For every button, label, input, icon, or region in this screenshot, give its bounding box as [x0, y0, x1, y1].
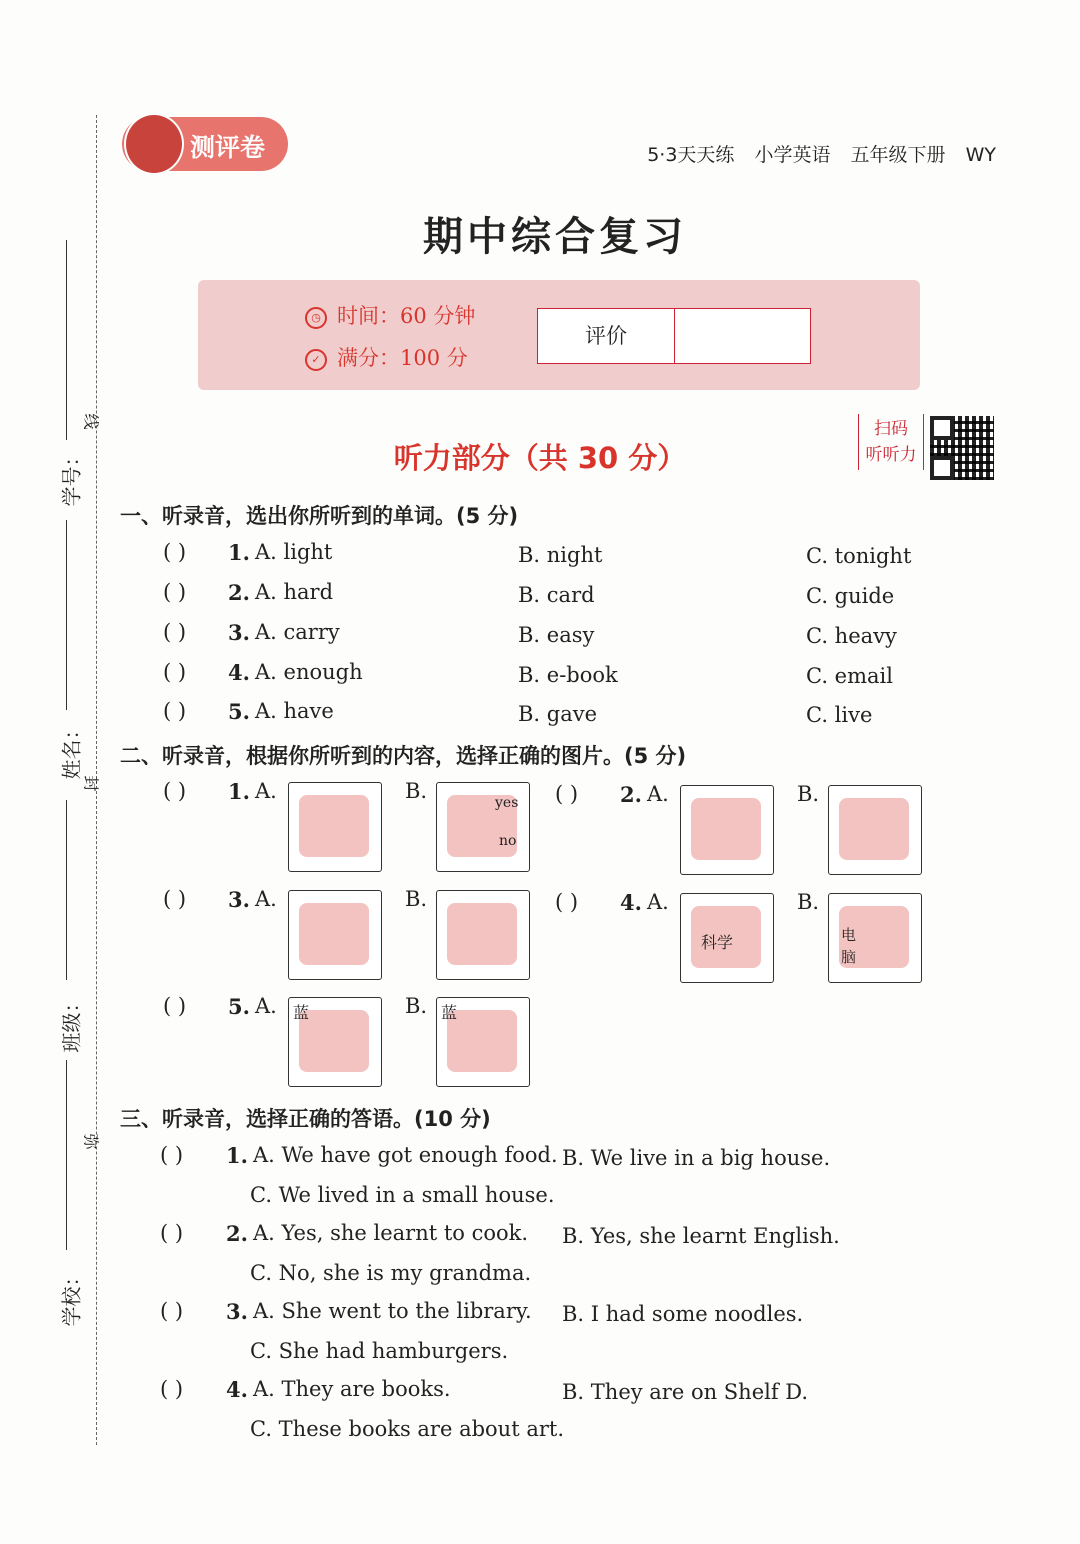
option-b[interactable]: B. Yes, she learnt English. [562, 1224, 840, 1248]
option-a[interactable]: A. enough [255, 660, 363, 684]
option-a-picture[interactable] [680, 785, 774, 875]
option-c[interactable]: C. guide [806, 584, 895, 608]
question-number: 1. [226, 1143, 248, 1168]
option-a-label: A. [255, 779, 277, 803]
answer-paren[interactable]: ( ) [163, 580, 187, 604]
answer-paren[interactable]: ( ) [160, 1299, 184, 1323]
score-info [305, 342, 468, 372]
color-tag: 蓝 [441, 1003, 458, 1022]
option-a[interactable]: A. have [255, 699, 334, 723]
question-number: 3. [228, 887, 250, 912]
picture-illustration [691, 798, 761, 860]
evaluation-label: 评价 [538, 309, 675, 363]
qr-caption [858, 414, 924, 470]
yes-text: yes [495, 795, 519, 811]
answer-paren[interactable]: ( ) [555, 782, 579, 806]
option-a[interactable]: A. carry [255, 620, 340, 644]
seal-mark-close: 弥 [81, 1133, 101, 1150]
answer-paren[interactable]: ( ) [163, 779, 187, 803]
question-number: 1. [228, 540, 250, 565]
option-a-label: A. [255, 887, 277, 911]
answer-paren[interactable]: ( ) [163, 887, 187, 911]
qr-caption-line2: 听听力 [865, 445, 917, 465]
answer-paren[interactable]: ( ) [163, 540, 187, 564]
question-number: 4. [620, 890, 642, 915]
option-a[interactable]: A. We have got enough food. [253, 1143, 558, 1167]
option-c[interactable]: C. heavy [806, 624, 897, 648]
edition-name: WY [965, 144, 996, 166]
answer-paren[interactable]: ( ) [160, 1221, 184, 1245]
option-a[interactable]: A. Yes, she learnt to cook. [253, 1221, 529, 1245]
book-title-computer: 电脑 [841, 926, 857, 966]
time-info [305, 300, 475, 330]
answer-paren[interactable]: ( ) [160, 1143, 184, 1167]
option-b[interactable]: B. night [518, 543, 603, 567]
option-a[interactable]: A. light [255, 540, 333, 564]
question-number: 4. [228, 660, 250, 685]
question-number: 4. [226, 1377, 248, 1402]
question-number: 2. [620, 782, 642, 807]
score-text: 满分：100 分 [337, 346, 468, 370]
seal-mark-line: 线 [81, 413, 101, 430]
answer-paren[interactable]: ( ) [163, 660, 187, 684]
class-label: 班级： [59, 992, 84, 1053]
option-a[interactable]: A. They are books. [253, 1377, 451, 1401]
qr-caption-line1: 扫码 [874, 419, 908, 439]
subject-name: 小学英语 [754, 144, 831, 166]
book-title-science: 科学 [701, 933, 734, 952]
class-field[interactable] [66, 800, 67, 980]
question-number: 3. [228, 620, 250, 645]
option-b-label: B. [797, 782, 820, 806]
no-text: no [499, 833, 517, 849]
school-label: 学校： [59, 1266, 84, 1327]
seal-mark-seal: 封 [81, 775, 101, 792]
option-c[interactable]: C. No, she is my grandma. [250, 1261, 532, 1285]
option-c[interactable]: C. These books are about art. [250, 1417, 564, 1441]
option-a-label: A. [647, 782, 669, 806]
option-b[interactable]: B. easy [518, 623, 595, 647]
name-field[interactable] [66, 520, 67, 710]
answer-paren[interactable]: ( ) [163, 699, 187, 723]
option-b-label: B. [405, 887, 428, 911]
option-a-picture[interactable] [288, 890, 382, 980]
picture-illustration [839, 798, 909, 860]
question-number: 5. [228, 699, 250, 724]
option-b-picture[interactable] [436, 890, 530, 980]
picture-illustration [299, 1010, 369, 1072]
series-name: 5·3天天练 [647, 144, 735, 166]
answer-paren[interactable]: ( ) [163, 620, 187, 644]
badge-label: 测评卷 [190, 133, 266, 162]
answer-paren[interactable]: ( ) [163, 994, 187, 1018]
option-b[interactable]: B. gave [518, 702, 598, 726]
option-a-picture[interactable] [680, 893, 774, 983]
question-number: 2. [228, 580, 250, 605]
picture-illustration [447, 1010, 517, 1072]
school-field[interactable] [66, 1060, 67, 1250]
question-number: 5. [228, 994, 250, 1019]
picture-illustration [299, 903, 369, 965]
option-b[interactable]: B. We live in a big house. [562, 1146, 831, 1170]
answer-paren[interactable]: ( ) [160, 1377, 184, 1401]
qr-code-icon[interactable] [930, 416, 994, 480]
option-c[interactable]: C. tonight [806, 544, 912, 568]
option-c[interactable]: C. We lived in a small house. [250, 1183, 555, 1207]
name-label: 姓名： [59, 719, 84, 780]
option-a-picture[interactable] [288, 782, 382, 872]
clock-icon: ◷ [305, 307, 327, 329]
time-text: 时间：60 分钟 [337, 304, 476, 328]
question-number: 2. [226, 1221, 248, 1246]
question-number: 3. [226, 1299, 248, 1324]
picture-illustration [299, 795, 369, 857]
student-id-field[interactable] [66, 240, 67, 440]
check-icon: ✓ [305, 349, 327, 371]
mascot-icon [124, 113, 184, 175]
listening-section-heading: 听力部分（共 30 分） [393, 441, 687, 475]
option-b[interactable]: B. They are on Shelf D. [562, 1380, 809, 1404]
picture-illustration [447, 903, 517, 965]
part1-title: 一、听录音，选出你所听到的单词。(5 分) [120, 504, 519, 528]
part3-title: 三、听录音，选择正确的答语。(10 分) [120, 1107, 491, 1131]
option-b-label: B. [405, 779, 428, 803]
part2-title: 二、听录音，根据你所听到的内容，选择正确的图片。(5 分) [120, 744, 687, 768]
option-b-picture[interactable] [828, 893, 922, 983]
option-c[interactable]: C. She had hamburgers. [250, 1339, 509, 1363]
answer-paren[interactable]: ( ) [555, 890, 579, 914]
option-c[interactable]: C. live [806, 703, 873, 727]
color-tag: 蓝 [293, 1003, 310, 1022]
option-c[interactable]: C. email [806, 664, 893, 688]
option-a-label: A. [647, 890, 669, 914]
option-b-picture[interactable] [828, 785, 922, 875]
option-a[interactable]: A. hard [255, 580, 334, 604]
option-a[interactable]: A. She went to the library. [253, 1299, 532, 1323]
book-header [647, 140, 996, 167]
grade-name: 五年级下册 [850, 144, 946, 166]
question-number: 1. [228, 779, 250, 804]
option-b-label: B. [797, 890, 820, 914]
evaluation-box [537, 308, 811, 364]
option-b-picture[interactable] [436, 997, 530, 1087]
option-b-label: B. [405, 994, 428, 1018]
page-title: 期中综合复习 [423, 213, 687, 260]
option-a-label: A. [255, 994, 277, 1018]
option-b[interactable]: B. I had some noodles. [562, 1302, 804, 1326]
option-b[interactable]: B. card [518, 583, 595, 607]
student-id-label: 学号： [59, 446, 84, 507]
option-b-picture[interactable] [436, 782, 530, 872]
option-b[interactable]: B. e-book [518, 663, 618, 687]
option-a-picture[interactable] [288, 997, 382, 1087]
